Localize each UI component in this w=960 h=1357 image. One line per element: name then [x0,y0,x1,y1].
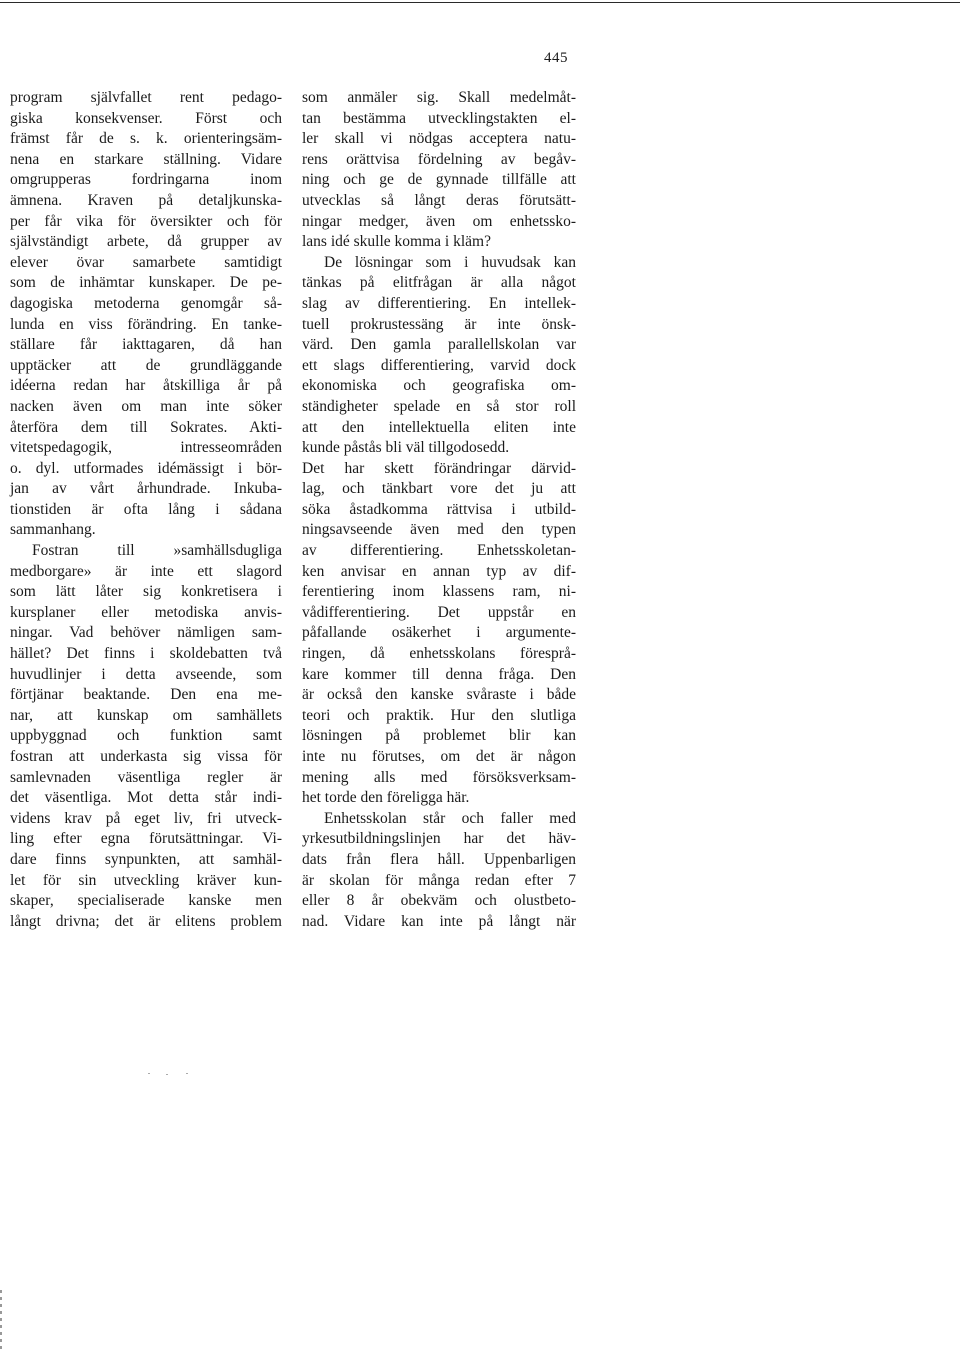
text-line: medborgare» är inte ett slagord [10,562,282,580]
text-line: förtjänar beaktande. Den ena me- [10,686,282,704]
text-line: giska konsekvenser. Först och [10,109,282,127]
text-line: tuell prokrustessäng är inte önsk- [302,315,576,333]
page-number: 445 [544,50,568,66]
text-line: elever övar samarbete samtidigt [10,253,282,271]
text-line: tan bestämma utvecklingstakten el- [302,109,576,127]
text-line: påfallande osäkerhet i argumente- [302,624,576,642]
text-line: De lösningar som i huvudsak kan [324,253,576,271]
text-line: som lätt låter sig konkretisera i [10,583,282,601]
text-line: ning och ge de gynnade tillfälle att [302,171,576,189]
scan-top-border [0,0,960,5]
text-line: let för sin utveckling kräver kun- [10,871,282,889]
text-line: idéerna redan har åtskilliga år på [10,377,282,395]
text-line: slag av differentiering. En intellek- [302,294,576,312]
text-line: ekonomiska och geografiska om- [302,377,576,395]
text-line: nar, att kunskap om samhällets [10,706,282,724]
text-line: Fostran till »samhällsdugliga [32,542,282,560]
text-line: ett slags differentiering, varvid dock [302,356,576,374]
text-line: samlevnaden väsentliga regler är [10,768,282,786]
text-line: lag, och tänkbart vore det ju att [302,480,576,498]
text-line: främst får de s. k. orienteringsäm- [10,130,282,148]
text-line: återföra dem till Sokrates. Akti- [10,418,282,436]
text-line: det väsentliga. Mot detta står indi- [10,789,282,807]
text-line: tionstiden är ofta lång i sådana [10,500,282,518]
text-line: teori och praktik. Hur den slutliga [302,706,576,724]
text-line: o. dyl. utformades idémässigt i bör- [10,459,282,477]
text-line: ständigheter spelade en så stor roll [302,397,576,415]
right-text-column [302,88,576,932]
text-line: ämnena. Kraven på detaljkunska- [10,191,282,209]
text-line: uppbyggnad och funktion samt [10,727,282,745]
text-line: ningar medger, även om enhetssko- [302,212,576,230]
text-line: nena en starkare ställning. Vidare [10,150,282,168]
text-line: kunde påstås bli väl tillgodosedd. [302,439,510,457]
text-line: av differentiering. Enhetsskoletan- [302,542,576,560]
text-line: ling efter egna förutsättningar. Vi- [10,830,282,848]
text-line: lunda en viss förändring. En tanke- [10,315,282,333]
text-line: är skolan för många redan efter 7 [302,871,576,889]
left-text-column [10,88,282,932]
text-line: ken anvisar en annan typ av dif- [302,562,576,580]
text-line: fostran att underkasta sig vissa för [10,748,282,765]
text-line: ningar. Vad behöver nämligen sam- [10,624,282,642]
text-line: ställare får iakttagaren, då han [10,336,282,354]
text-line: program självfallet rent pedago- [10,89,282,106]
text-line: yrkesutbildningslinjen har det häv- [302,830,576,848]
text-line: nacken även om man inte söker [10,397,282,415]
text-line: hället? Det finns i skoldebatten två [10,645,282,663]
text-line: värd. Den gamla parallellskolan var [302,336,576,354]
text-line: nad. Vidare kan inte på långt när [302,912,576,930]
text-line: långt drivna; det är elitens problem [10,912,282,930]
text-line: söka åstadkomma rättvisa i utbild- [302,500,576,518]
text-line: videns krav på eget liv, fri utveck- [10,809,282,827]
text-line: huvudlinjer i detta avseende, som [10,665,282,683]
text-line: lösningen på problemet blir kan [302,727,576,745]
text-line: tänkas på elitfrågan är alla något [302,274,576,292]
scan-speck [186,1073,188,1074]
text-line: inte nu förutses, om det är någon [302,748,576,765]
text-line: som anmäler sig. Skall medelmåt- [302,89,576,106]
scan-edge-mark [0,1290,2,1350]
text-line: ringen, då enhetsskolans föresprå- [302,645,576,663]
text-line: som de inhämtar kunskaper. De pe- [10,274,282,292]
scan-speck [166,1074,168,1075]
text-line: dare finns synpunkten, att samhäl- [10,850,282,868]
text-line: jan av vårt århundrade. Inkuba- [10,480,282,498]
text-line: är också den kanske svåraste i både [302,686,576,704]
text-line: omgrupperas fordringarna inom [10,171,282,189]
text-line: vitetspedagogik, intresseområden [10,439,282,457]
text-line: lans idé skulle komma i kläm? [302,233,491,251]
text-line: rens orättvisa fördelning av begåv- [302,150,576,168]
text-line: het torde den föreligga här. [302,789,470,807]
scan-speck [148,1073,150,1074]
text-line: skaper, specialiserade kanske men [10,892,282,910]
text-line: upptäcker att de grundläggande [10,356,282,374]
text-line: självständigt arbete, då grupper av [10,233,282,251]
text-line: utvecklas så långt deras förutsätt- [302,191,576,209]
text-line: dats från flera håll. Uppenbarligen [302,850,576,868]
text-line: ler skall vi nödgas acceptera natu- [302,130,576,148]
text-line: eller 8 år obekväm och olustbeto- [302,892,576,910]
text-line: ningsavseende även med den typen [302,521,576,539]
text-line: vådifferentiering. Det uppstår en [302,603,576,621]
text-line: sammanhang. [10,521,96,539]
text-line: mening alls med försöksverksam- [302,768,576,786]
text-line: kursplaner eller metodiska anvis- [10,603,282,621]
text-line: per får vika för översikter och för [10,212,282,230]
text-line: ferentiering inom klassens ram, ni- [302,583,576,601]
text-line: Det har skett förändringar därvid- [302,459,576,477]
text-line: kare kommer till denna fråga. Den [302,665,576,683]
text-line: Enhetsskolan står och faller med [324,809,576,827]
text-line: dagogiska metoderna genomgår så- [10,294,282,312]
text-line: att den intellektuella eliten inte [302,418,576,436]
